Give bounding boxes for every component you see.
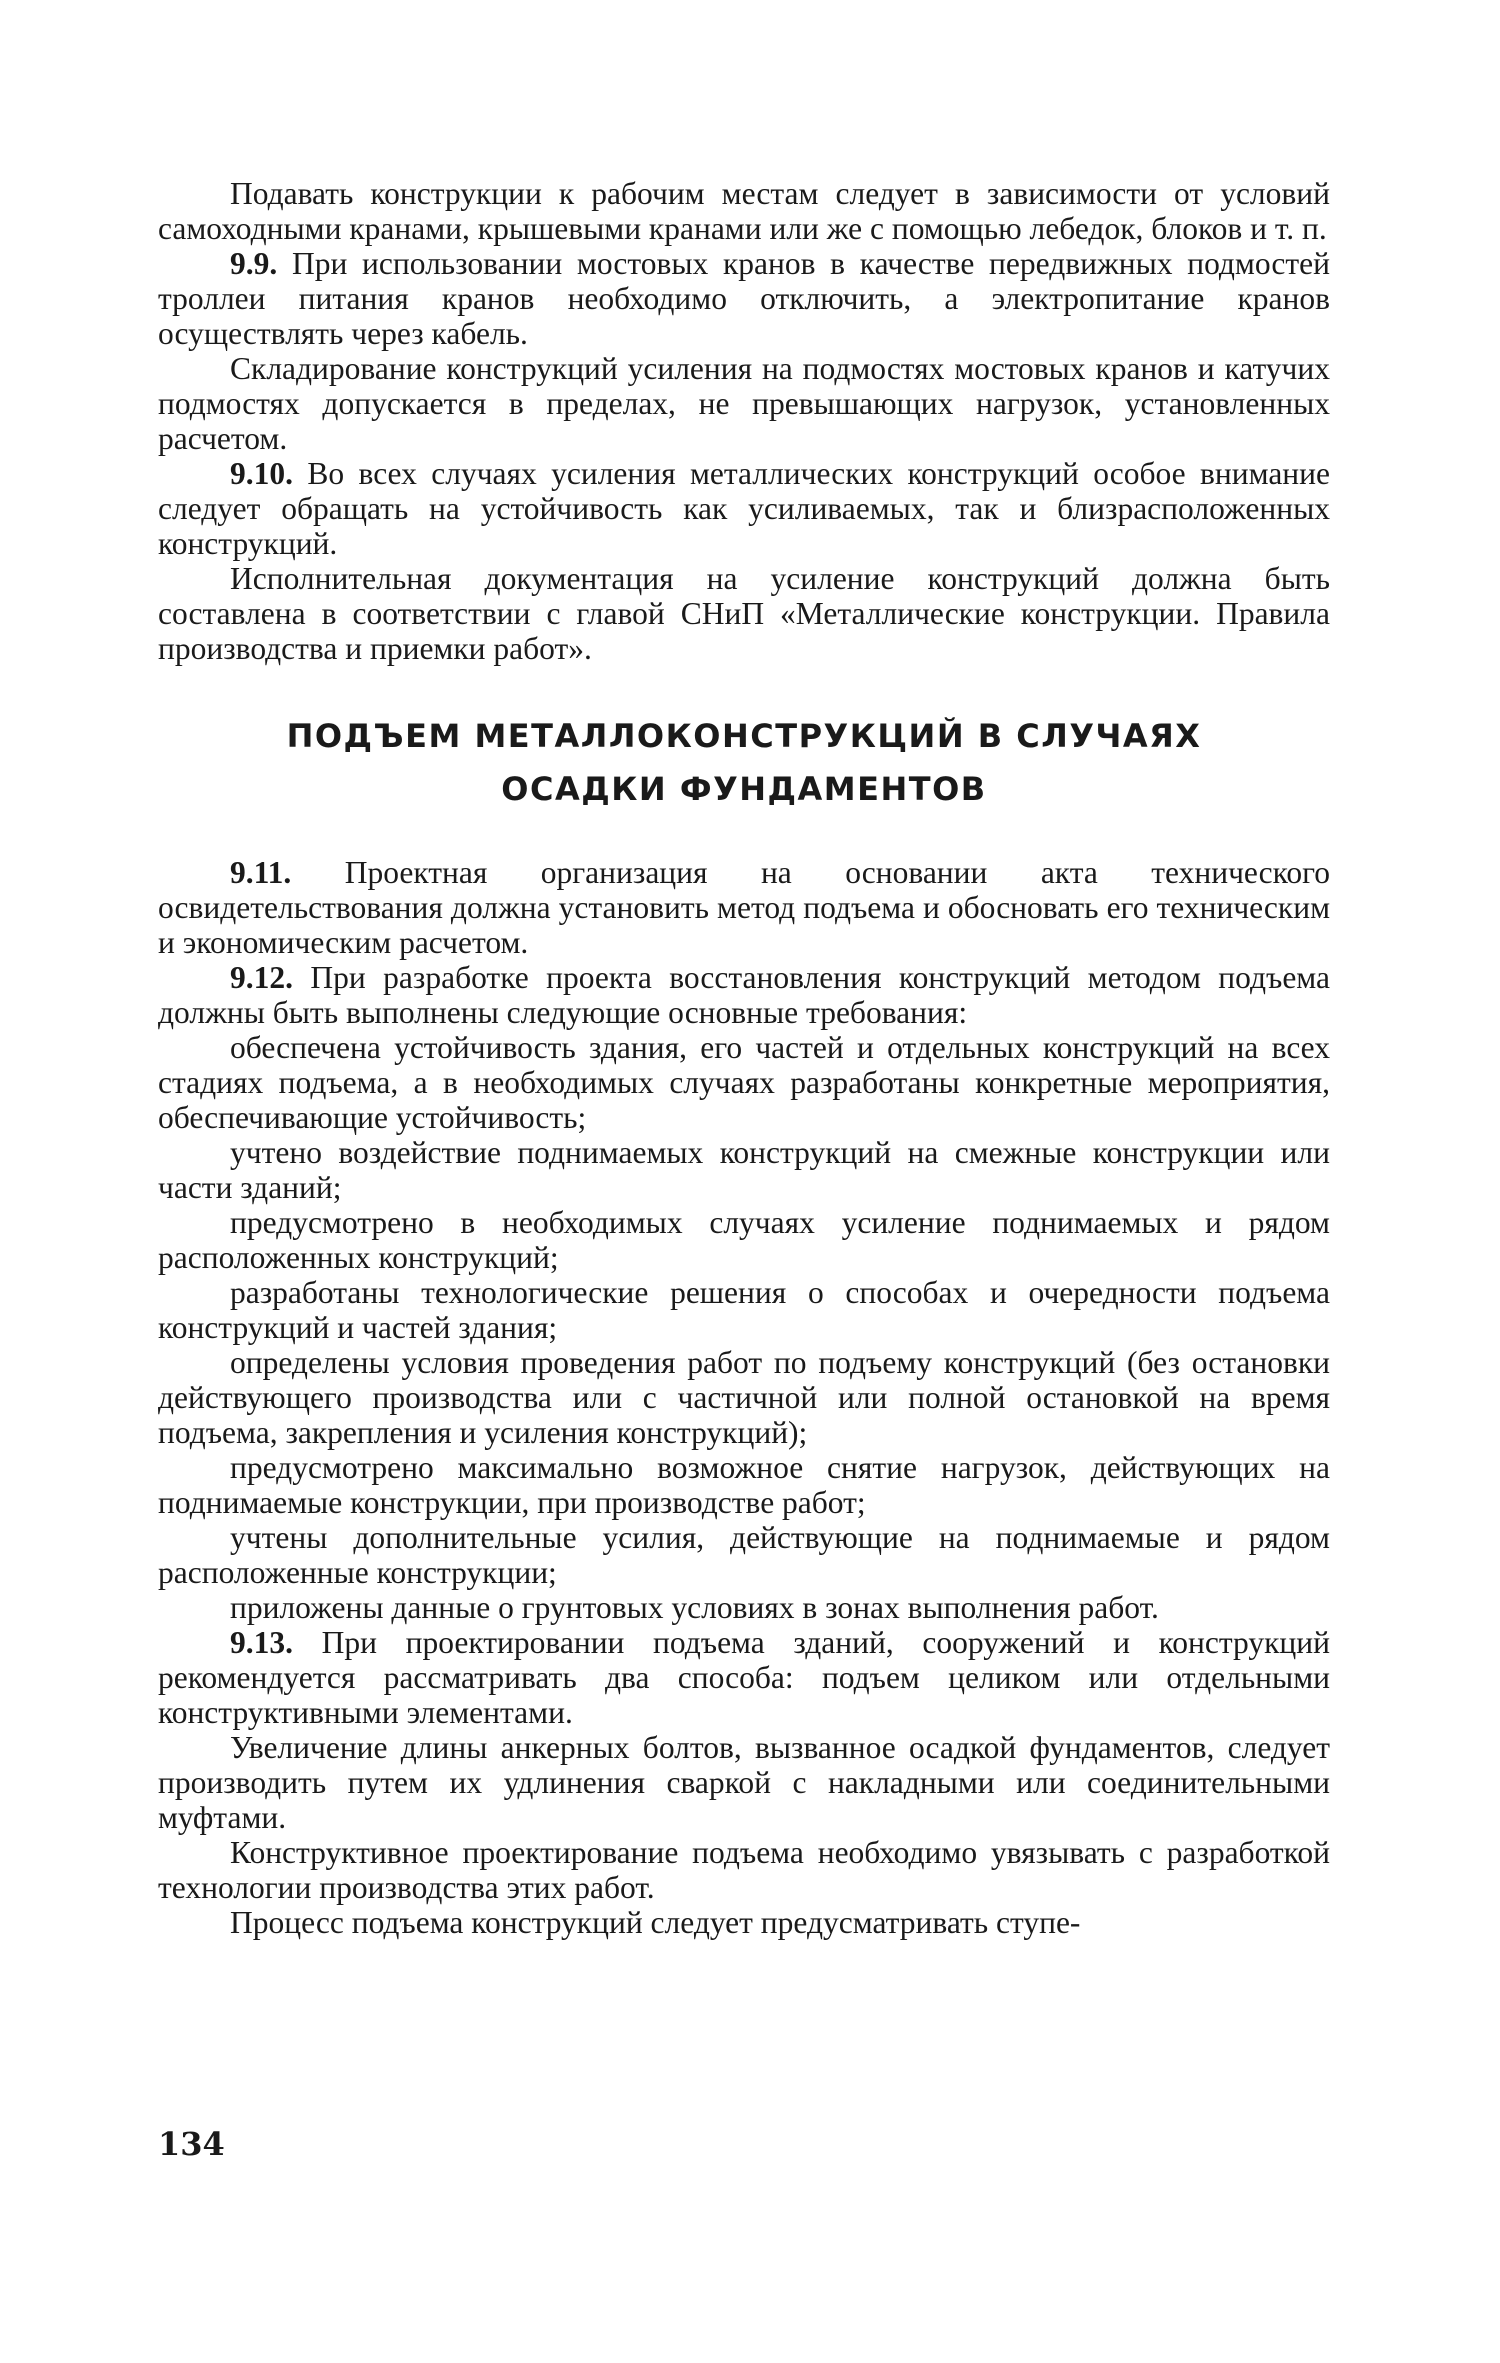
paragraph: Увеличение длины анкерных болтов, вызванное осадкой фундаментов, следует производить путем их удлинения сваркой с накладными или соединительными муфтами. xyxy=(158,1730,1330,1835)
paragraph: Конструктивное проектирование подъема необходимо увязывать с разработкой технологии производства этих работ. xyxy=(158,1835,1330,1905)
paragraph: 9.13. При проектировании подъема зданий, сооружений и конструкций рекомендуется рассматривать два способа: подъем целиком или отдельными конструктивными элементами. xyxy=(158,1625,1330,1730)
list-item: приложены данные о грунтовых условиях в зонах выполнения работ. xyxy=(230,1590,1159,1625)
list-item: учтены дополнительные усилия, действующие на поднимаемые и рядом расположенные конструкции; xyxy=(158,1520,1330,1590)
clause-number: 9.10. xyxy=(230,456,293,491)
heading-line-2: ОСАДКИ ФУНДАМЕНТОВ xyxy=(501,770,987,808)
clause-number: 9.13. xyxy=(230,1625,293,1660)
paragraph: 9.9. При использовании мостовых кранов в качестве передвижных подмостей троллеи питания кранов необходимо отключить, а электропитание кранов осуществлять через кабель. xyxy=(158,246,1330,351)
heading-line-1: ПОДЪЕМ МЕТАЛЛОКОНСТРУКЦИЙ В СЛУЧАЯХ xyxy=(286,717,1202,755)
paragraph: 9.12. При разработке проекта восстановления конструкций методом подъема должны быть выполнены следующие основные требования: xyxy=(158,960,1330,1030)
paragraph: 9.11. Проектная организация на основании акта технического освидетельствования должна установить метод подъема и обосновать его техническим и экономическим расчетом. xyxy=(158,855,1330,960)
paragraph: Процесс подъема конструкций следует предусматривать ступе- xyxy=(230,1905,1081,1940)
page-number: 134 xyxy=(158,2125,225,2163)
paragraph: 9.10. Во всех случаях усиления металлических конструкций особое внимание следует обращать на устойчивость как усиливаемых, так и близрасположенных конструкций. xyxy=(158,456,1330,561)
list-item: обеспечена устойчивость здания, его частей и отдельных конструкций на всех стадиях подъема, а в необходимых случаях разработаны конкретные мероприятия, обеспечивающие устойчивость; xyxy=(158,1030,1330,1135)
list-item: учтено воздействие поднимаемых конструкций на смежные конструкции или части зданий; xyxy=(158,1135,1330,1205)
paragraph: Исполнительная документация на усиление конструкций должна быть составлена в соответствии с главой СНиП «Металлические конструкции. Правила производства и приемки работ». xyxy=(158,561,1330,666)
list-item: разработаны технологические решения о способах и очередности подъема конструкций и частей здания; xyxy=(158,1275,1330,1345)
clause-number: 9.9. xyxy=(230,246,278,281)
paragraph: Подавать конструкции к рабочим местам следует в зависимости от условий самоходными кранами, крышевыми кранами или же с помощью лебедок, блоков и т. п. xyxy=(158,176,1330,246)
text-column xyxy=(158,176,1330,1940)
bottom-section xyxy=(158,855,1330,1940)
list-item: предусмотрено в необходимых случаях усиление поднимаемых и рядом расположенных конструкций; xyxy=(158,1205,1330,1275)
list-item: предусмотрено максимально возможное снятие нагрузок, действующих на поднимаемые конструкции, при производстве работ; xyxy=(158,1450,1330,1520)
paragraph: Складирование конструкций усиления на подмостях мостовых кранов и катучих подмостях допускается в пределах, не превышающих нагрузок, установленных расчетом. xyxy=(158,351,1330,456)
list-item: определены условия проведения работ по подъему конструкций (без остановки действующего производства или с частичной или полной остановкой на время подъема, закрепления и усиления конструкций); xyxy=(158,1345,1330,1450)
clause-number: 9.11. xyxy=(230,855,292,890)
top-section xyxy=(158,176,1330,666)
clause-number: 9.12. xyxy=(230,960,293,995)
section-heading xyxy=(158,713,1330,813)
